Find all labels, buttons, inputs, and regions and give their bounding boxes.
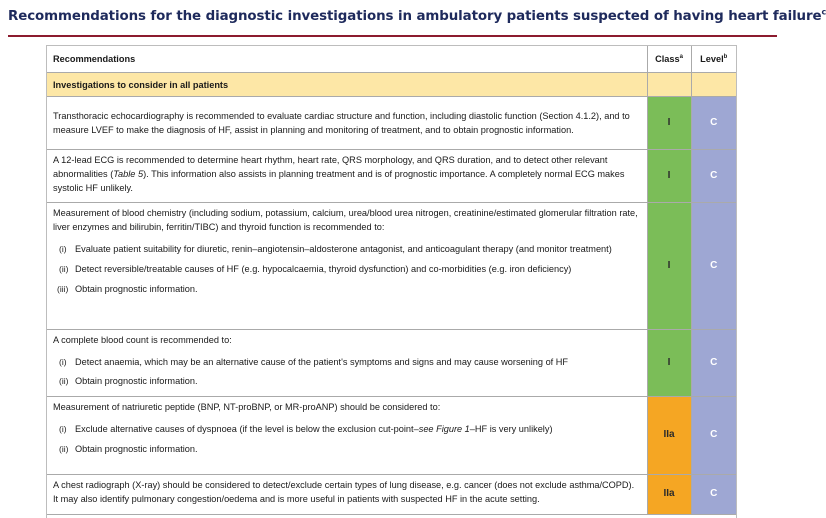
recommendation-text: Measurement of blood chemistry (including sodium, potassium, calcium, urea/blood urea nitrogen, creatinine/estimated glomerular filtration rate, liver enzymes and bilirubin, ferritin/TIBC) and thyroid function is recommended to: (i) Evaluate patient suitability for diuretic, renin–angiotensin–aldosterone antagonist, and anticoagulant therapy (and monitor treatment) (ii) Detect reversible/treatable causes of HF (e.g. hypocalcaemia, thyroid dysfunction) and co-morbidities (e.g. iron deficiency) (iii) Obtain prognostic information. bbox=[47, 202, 647, 329]
list-item: (ii) Obtain prognostic information. bbox=[59, 443, 198, 454]
title-rule bbox=[8, 35, 777, 37]
list-item: (ii) Obtain prognostic information. bbox=[59, 375, 198, 386]
level-badge: C bbox=[691, 149, 736, 202]
header-level: Level$^b$ bbox=[691, 46, 736, 72]
table-row bbox=[47, 474, 736, 514]
table-row bbox=[47, 149, 736, 202]
header-recommendations: Recommendations bbox=[47, 46, 647, 72]
list-item: (iii) Obtain prognostic information. bbox=[57, 283, 198, 294]
recommendations-table bbox=[47, 46, 736, 515]
level-badge: C bbox=[691, 474, 736, 514]
table-row bbox=[47, 96, 736, 149]
table-header-row bbox=[47, 46, 736, 72]
recommendation-text: Transthoracic echocardiography is recommended to evaluate cardiac structure and function, including diastolic function (Section 4.1.2), and to measure LVEF to make the diagnosis of HF, assist in planning and monitoring of treatment, and to obtain prognostic information. bbox=[47, 96, 647, 149]
recommendation-text: A 12-lead ECG is recommended to determine heart rhythm, heart rate, QRS morphology, and QRS duration, and to detect other relevant abnormalities (Table 5). This information also assists in planning treatment and is of prognostic importance. A completely normal ECG makes systolic HF unlikely. bbox=[47, 149, 647, 202]
class-badge: I bbox=[647, 96, 691, 149]
page-title: Recommendations for the diagnostic investigations in ambulatory patients suspected of having heart failure$^c$ bbox=[8, 7, 826, 24]
list-item: (ii) Detect reversible/treatable causes of HF (e.g. hypocalcaemia, thyroid dysfunction) and co-morbidities (e.g. iron deficiency) bbox=[59, 263, 572, 274]
section-level-cell bbox=[691, 72, 736, 96]
table-row bbox=[47, 202, 736, 329]
class-badge: I bbox=[647, 202, 691, 329]
class-badge: IIa bbox=[647, 474, 691, 514]
title-footnote-mark: c bbox=[821, 7, 826, 17]
recommendation-text: A complete blood count is recommended to: (i) Detect anaemia, which may be an alternative cause of the patient's symptoms and signs and may cause worsening of HF (ii) Obtain prognostic information. bbox=[47, 329, 647, 396]
class-badge: IIa bbox=[647, 396, 691, 474]
section-class-cell bbox=[647, 72, 691, 96]
level-badge: C bbox=[691, 96, 736, 149]
recommendation-text: A chest radiograph (X-ray) should be considered to detect/exclude certain types of lung disease, e.g. cancer (does not exclude asthma/COPD). It may also identify pulmonary congestion/oedema and is more useful in patients with suspected HF in the acute setting. bbox=[47, 474, 647, 514]
header-class: Class$^a$ bbox=[647, 46, 691, 72]
class-badge: I bbox=[647, 329, 691, 396]
level-badge: C bbox=[691, 329, 736, 396]
recommendation-text: Measurement of natriuretic peptide (BNP, NT-proBNP, or MR-proANP) should be considered to: (i) Exclude alternative causes of dyspnoea (if the level is below the exclusion cut-point–see Figure 1–HF is very unlikely) (ii) Obtain prognostic information. bbox=[47, 396, 647, 474]
section-label: Investigations to consider in all patients bbox=[47, 72, 647, 96]
class-badge: I bbox=[647, 149, 691, 202]
list-item: (i) Exclude alternative causes of dyspnoea (if the level is below the exclusion cut-point–see Figure 1–HF is very unlikely) bbox=[59, 423, 553, 434]
table-row bbox=[47, 329, 736, 396]
table-row bbox=[47, 396, 736, 474]
level-badge: C bbox=[691, 396, 736, 474]
level-badge: C bbox=[691, 202, 736, 329]
recommendations-table-frame bbox=[46, 45, 737, 518]
list-item: (i) Evaluate patient suitability for diuretic, renin–angiotensin–aldosterone antagonist, and anticoagulant therapy (and monitor treatment) bbox=[59, 243, 612, 254]
section-row bbox=[47, 72, 736, 96]
list-item: (i) Detect anaemia, which may be an alternative cause of the patient's symptoms and signs and may cause worsening of HF bbox=[59, 356, 569, 367]
